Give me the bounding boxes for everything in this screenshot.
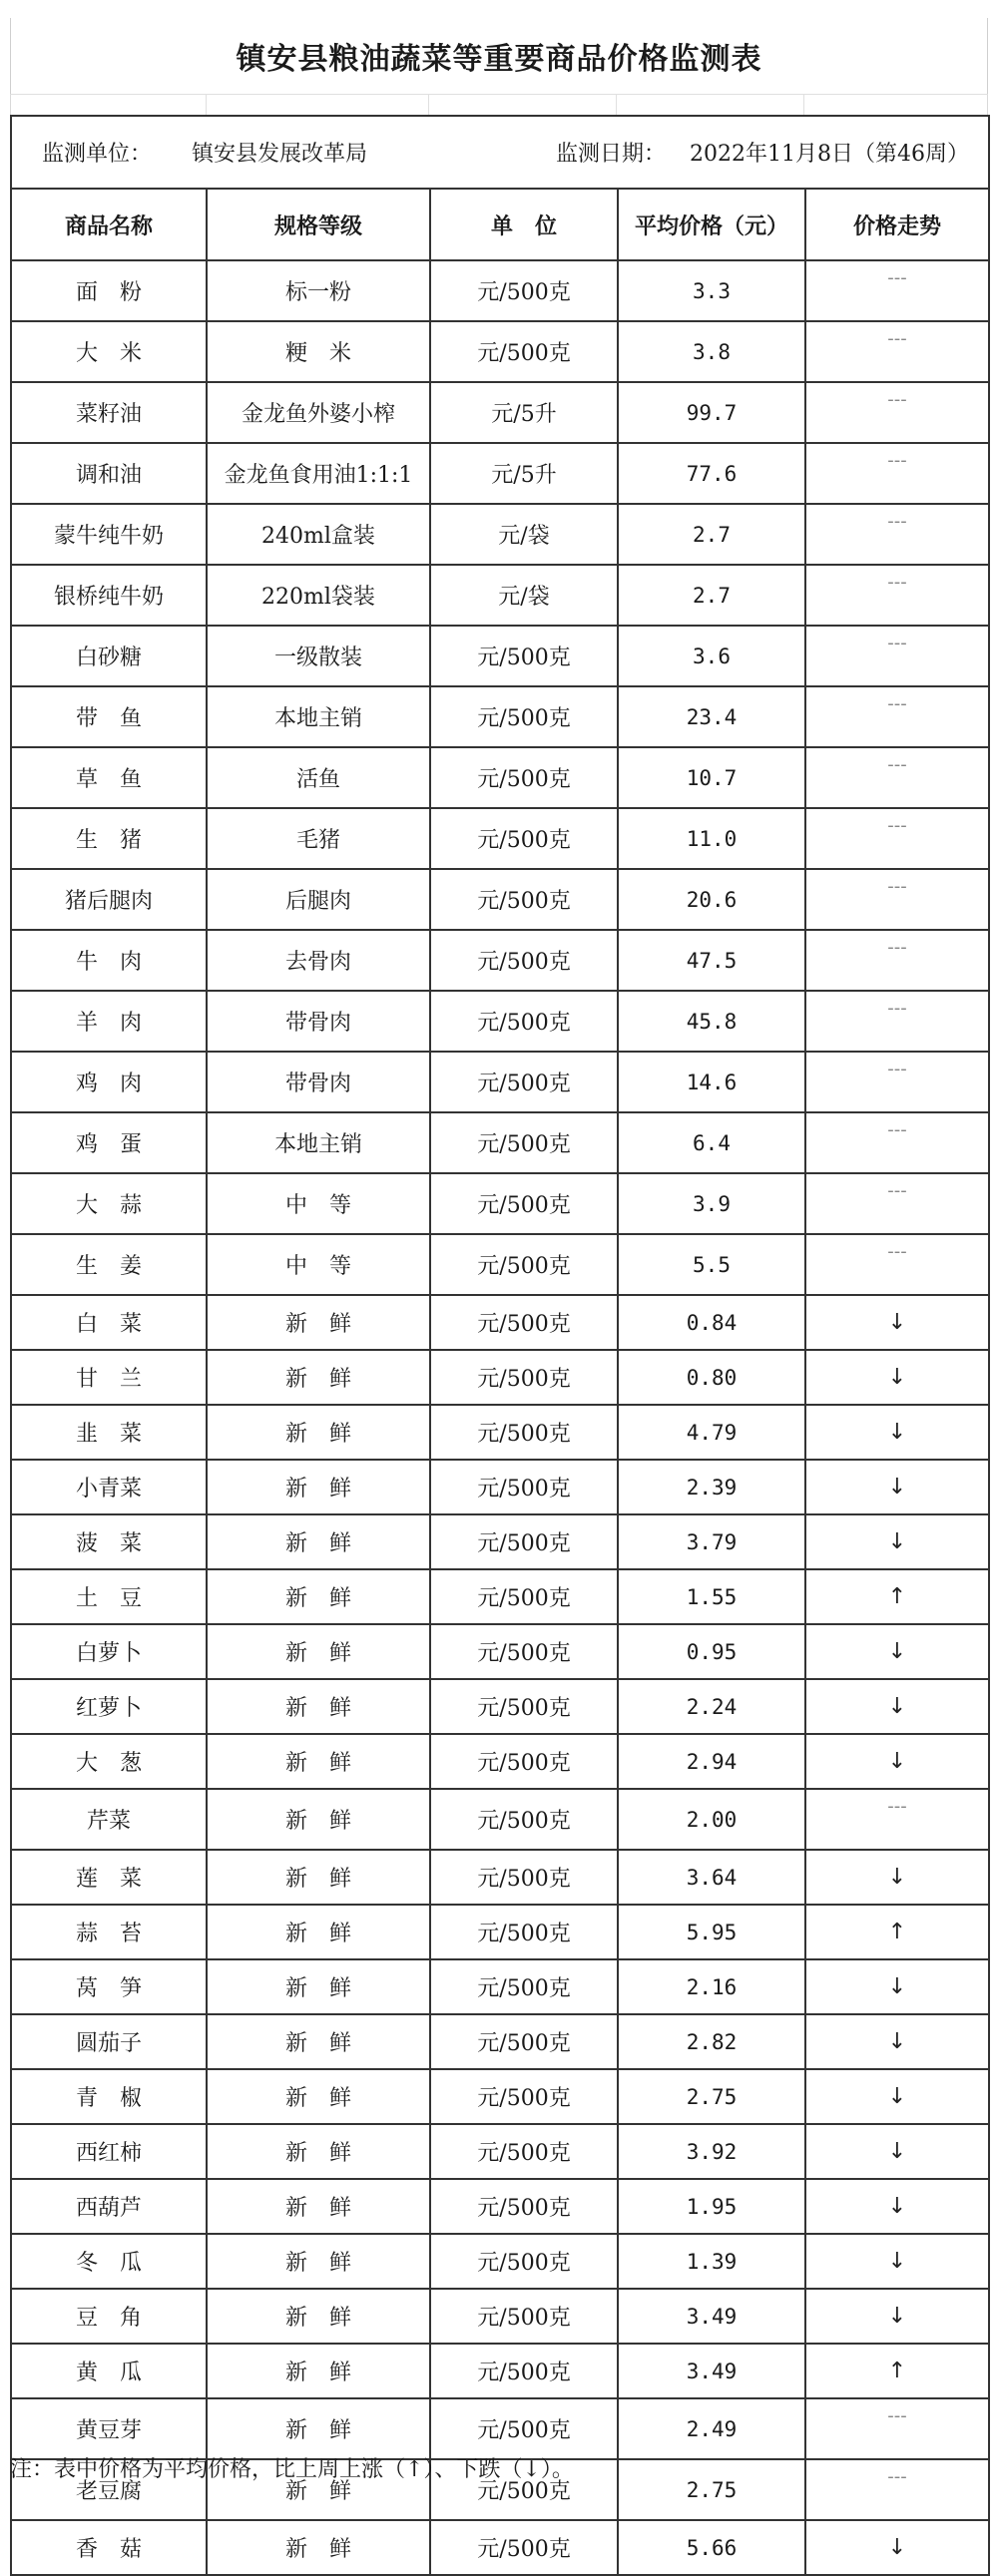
- table-row: [11, 1350, 989, 1405]
- cell-name: 蒙牛纯牛奶: [11, 504, 207, 565]
- table-row: [11, 1624, 989, 1679]
- cell-spec: 新 鲜: [207, 2014, 430, 2069]
- cell-trend: ↓: [805, 2014, 989, 2069]
- price-table: [10, 115, 990, 2576]
- cell-trend: ---: [805, 2459, 989, 2520]
- cell-price: 5.95: [618, 1905, 805, 1959]
- cell-trend: ↑: [805, 2344, 989, 2398]
- cell-name: 黄豆芽: [11, 2398, 207, 2459]
- table-row: [11, 930, 989, 991]
- cell-price: 3.3: [618, 260, 805, 321]
- cell-spec: 新 鲜: [207, 2289, 430, 2344]
- cell-name: 带 鱼: [11, 686, 207, 747]
- cell-spec: 新 鲜: [207, 2398, 430, 2459]
- cell-trend: ---: [805, 626, 989, 686]
- cell-trend: ↓: [805, 2234, 989, 2289]
- cell-trend: ---: [805, 1173, 989, 1234]
- table-row: [11, 1905, 989, 1959]
- table-row: [11, 260, 989, 321]
- cell-name: 韭 菜: [11, 1405, 207, 1460]
- cell-trend: ↓: [805, 1734, 989, 1789]
- cell-name: 黄 瓜: [11, 2344, 207, 2398]
- cell-trend: ---: [805, 1112, 989, 1173]
- cell-spec: 新 鲜: [207, 2179, 430, 2234]
- cell-unit: 元/500克: [430, 626, 618, 686]
- table-row: [11, 747, 989, 808]
- cell-unit: 元/500克: [430, 1405, 618, 1460]
- cell-name: 银桥纯牛奶: [11, 565, 207, 626]
- cell-unit: 元/500克: [430, 2289, 618, 2344]
- cell-price: 1.39: [618, 2234, 805, 2289]
- cell-spec: 新 鲜: [207, 1959, 430, 2014]
- cell-unit: 元/500克: [430, 2344, 618, 2398]
- unit-value: 镇安县发展改革局: [192, 142, 368, 167]
- cell-spec: 新 鲜: [207, 2069, 430, 2124]
- cell-price: 2.00: [618, 1789, 805, 1850]
- cell-price: 3.6: [618, 626, 805, 686]
- table-row: [11, 1789, 989, 1850]
- cell-name: 甘 兰: [11, 1350, 207, 1405]
- cell-unit: 元/500克: [430, 2234, 618, 2289]
- cell-spec: 毛猪: [207, 808, 430, 869]
- table-row: [11, 443, 989, 504]
- cell-unit: 元/500克: [430, 2069, 618, 2124]
- cell-trend: ↓: [805, 2124, 989, 2179]
- cell-price: 2.94: [618, 1734, 805, 1789]
- table-row: [11, 1052, 989, 1112]
- cell-spec: 金龙鱼食用油1:1:1: [207, 443, 430, 504]
- cell-name: 豆 角: [11, 2289, 207, 2344]
- cell-trend: ↓: [805, 1405, 989, 1460]
- cell-trend: ↓: [805, 1959, 989, 2014]
- page-title: 镇安县粮油蔬菜等重要商品价格监测表: [236, 42, 762, 77]
- cell-name: 冬 瓜: [11, 2234, 207, 2289]
- cell-trend: ---: [805, 1234, 989, 1295]
- footnote: 注：表中价格为平均价格，比上周上涨（↑）、下跌（↓）。: [10, 2457, 574, 2482]
- table-row: [11, 2398, 989, 2459]
- cell-unit: 元/500克: [430, 1850, 618, 1905]
- cell-price: 5.66: [618, 2520, 805, 2575]
- cell-name: 牛 肉: [11, 930, 207, 991]
- cell-price: 2.7: [618, 565, 805, 626]
- cell-name: 红萝卜: [11, 1679, 207, 1734]
- header-unit: 单 位: [430, 189, 618, 260]
- cell-trend: ---: [805, 260, 989, 321]
- cell-price: 6.4: [618, 1112, 805, 1173]
- header-trend: 价格走势: [805, 189, 989, 260]
- cell-spec: 一级散装: [207, 626, 430, 686]
- cell-unit: 元/500克: [430, 2520, 618, 2575]
- cell-unit: 元/500克: [430, 2124, 618, 2179]
- cell-name: 白萝卜: [11, 1624, 207, 1679]
- cell-trend: ↓: [805, 1514, 989, 1569]
- cell-trend: ---: [805, 1789, 989, 1850]
- cell-spec: 新 鲜: [207, 1789, 430, 1850]
- table-row: [11, 2124, 989, 2179]
- cell-unit: 元/500克: [430, 808, 618, 869]
- cell-trend: ---: [805, 321, 989, 382]
- cell-trend: ---: [805, 565, 989, 626]
- cell-unit: 元/500克: [430, 1624, 618, 1679]
- cell-unit: 元/500克: [430, 869, 618, 930]
- table-row: [11, 1959, 989, 2014]
- cell-price: 14.6: [618, 1052, 805, 1112]
- cell-price: 77.6: [618, 443, 805, 504]
- cell-name: 大 米: [11, 321, 207, 382]
- table-row: [11, 2289, 989, 2344]
- cell-name: 生 姜: [11, 1234, 207, 1295]
- cell-spec: 带骨肉: [207, 991, 430, 1052]
- cell-unit: 元/500克: [430, 1173, 618, 1234]
- cell-price: 3.79: [618, 1514, 805, 1569]
- cell-unit: 元/5升: [430, 382, 618, 443]
- cell-price: 2.82: [618, 2014, 805, 2069]
- cell-unit: 元/500克: [430, 260, 618, 321]
- date-label: 监测日期：: [556, 142, 667, 167]
- cell-name: 草 鱼: [11, 747, 207, 808]
- table-row: [11, 1679, 989, 1734]
- cell-unit: 元/500克: [430, 2459, 618, 2520]
- cell-price: 47.5: [618, 930, 805, 991]
- cell-unit: 元/500克: [430, 930, 618, 991]
- date-value: 2022年11月8日（第46周）: [690, 142, 969, 167]
- cell-unit: 元/袋: [430, 504, 618, 565]
- cell-unit: 元/500克: [430, 747, 618, 808]
- cell-spec: 新 鲜: [207, 2344, 430, 2398]
- cell-price: 1.95: [618, 2179, 805, 2234]
- table-row: [11, 686, 989, 747]
- table-row: [11, 1850, 989, 1905]
- cell-name: 白 菜: [11, 1295, 207, 1350]
- table-row: [11, 1295, 989, 1350]
- cell-trend: ---: [805, 930, 989, 991]
- cell-price: 3.9: [618, 1173, 805, 1234]
- cell-spec: 新 鲜: [207, 1405, 430, 1460]
- cell-unit: 元/500克: [430, 1295, 618, 1350]
- cell-price: 23.4: [618, 686, 805, 747]
- cell-trend: ---: [805, 991, 989, 1052]
- cell-trend: ---: [805, 808, 989, 869]
- cell-unit: 元/500克: [430, 2398, 618, 2459]
- cell-name: 莲 菜: [11, 1850, 207, 1905]
- cell-name: 羊 肉: [11, 991, 207, 1052]
- cell-spec: 标一粉: [207, 260, 430, 321]
- cell-spec: 本地主销: [207, 1112, 430, 1173]
- cell-unit: 元/500克: [430, 991, 618, 1052]
- cell-spec: 新 鲜: [207, 2234, 430, 2289]
- cell-spec: 新 鲜: [207, 1905, 430, 1959]
- table-row: [11, 1234, 989, 1295]
- cell-unit: 元/500克: [430, 1112, 618, 1173]
- cell-trend: ---: [805, 443, 989, 504]
- cell-spec: 新 鲜: [207, 1850, 430, 1905]
- cell-spec: 新 鲜: [207, 1460, 430, 1514]
- cell-price: 2.75: [618, 2069, 805, 2124]
- cell-price: 2.75: [618, 2459, 805, 2520]
- table-row: [11, 1569, 989, 1624]
- table-row: [11, 1405, 989, 1460]
- cell-spec: 新 鲜: [207, 2520, 430, 2575]
- cell-trend: ↓: [805, 2289, 989, 2344]
- cell-unit: 元/500克: [430, 686, 618, 747]
- cell-trend: ---: [805, 686, 989, 747]
- spreadsheet-grid-strip: [10, 94, 988, 115]
- cell-trend: ↑: [805, 1569, 989, 1624]
- table-row: [11, 1112, 989, 1173]
- cell-name: 白砂糖: [11, 626, 207, 686]
- table-row: [11, 2234, 989, 2289]
- cell-unit: 元/500克: [430, 1460, 618, 1514]
- cell-price: 10.7: [618, 747, 805, 808]
- cell-name: 生 猪: [11, 808, 207, 869]
- cell-trend: ↓: [805, 1679, 989, 1734]
- cell-name: 西葫芦: [11, 2179, 207, 2234]
- cell-trend: ---: [805, 2398, 989, 2459]
- table-row: [11, 1173, 989, 1234]
- cell-name: 大 葱: [11, 1734, 207, 1789]
- cell-name: 鸡 蛋: [11, 1112, 207, 1173]
- cell-unit: 元/袋: [430, 565, 618, 626]
- cell-trend: ↓: [805, 1460, 989, 1514]
- cell-name: 大 蒜: [11, 1173, 207, 1234]
- cell-unit: 元/500克: [430, 1905, 618, 1959]
- cell-spec: 金龙鱼外婆小榨: [207, 382, 430, 443]
- table-row: [11, 2344, 989, 2398]
- cell-unit: 元/5升: [430, 443, 618, 504]
- cell-trend: ↓: [805, 1624, 989, 1679]
- cell-spec: 新 鲜: [207, 1295, 430, 1350]
- cell-name: 土 豆: [11, 1569, 207, 1624]
- cell-price: 0.95: [618, 1624, 805, 1679]
- cell-spec: 新 鲜: [207, 2124, 430, 2179]
- cell-name: 香 菇: [11, 2520, 207, 2575]
- cell-name: 老豆腐: [11, 2459, 207, 2520]
- table-row: [11, 2179, 989, 2234]
- cell-spec: 活鱼: [207, 747, 430, 808]
- cell-name: 面 粉: [11, 260, 207, 321]
- price-sheet: [10, 18, 988, 2576]
- cell-unit: 元/500克: [430, 2014, 618, 2069]
- cell-price: 3.49: [618, 2289, 805, 2344]
- cell-unit: 元/500克: [430, 2179, 618, 2234]
- cell-trend: ---: [805, 382, 989, 443]
- cell-trend: ---: [805, 1052, 989, 1112]
- cell-price: 3.64: [618, 1850, 805, 1905]
- cell-name: 芹菜: [11, 1789, 207, 1850]
- meta-row: [11, 116, 989, 189]
- cell-unit: 元/500克: [430, 1734, 618, 1789]
- cell-name: 青 椒: [11, 2069, 207, 2124]
- cell-name: 菠 菜: [11, 1514, 207, 1569]
- header-spec: 规格等级: [207, 189, 430, 260]
- cell-name: 调和油: [11, 443, 207, 504]
- cell-price: 11.0: [618, 808, 805, 869]
- cell-spec: 粳 米: [207, 321, 430, 382]
- cell-trend: ↓: [805, 1850, 989, 1905]
- cell-name: 菜籽油: [11, 382, 207, 443]
- cell-price: 0.84: [618, 1295, 805, 1350]
- cell-trend: ↓: [805, 1295, 989, 1350]
- cell-unit: 元/500克: [430, 1514, 618, 1569]
- cell-name: 圆茄子: [11, 2014, 207, 2069]
- cell-price: 20.6: [618, 869, 805, 930]
- cell-trend: ---: [805, 869, 989, 930]
- table-row: [11, 1514, 989, 1569]
- cell-price: 3.92: [618, 2124, 805, 2179]
- title-row: [10, 18, 988, 94]
- table-row: [11, 565, 989, 626]
- cell-spec: 后腿肉: [207, 869, 430, 930]
- table-row: [11, 808, 989, 869]
- cell-price: 2.39: [618, 1460, 805, 1514]
- cell-trend: ↑: [805, 1905, 989, 1959]
- cell-trend: ↓: [805, 2069, 989, 2124]
- cell-price: 3.49: [618, 2344, 805, 2398]
- header-row: [11, 189, 989, 260]
- cell-price: 1.55: [618, 1569, 805, 1624]
- header-name: 商品名称: [11, 189, 207, 260]
- table-row: [11, 991, 989, 1052]
- cell-name: 鸡 肉: [11, 1052, 207, 1112]
- cell-price: 4.79: [618, 1405, 805, 1460]
- table-row: [11, 1734, 989, 1789]
- cell-unit: 元/500克: [430, 1052, 618, 1112]
- table-row: [11, 626, 989, 686]
- cell-spec: 240ml盒装: [207, 504, 430, 565]
- cell-unit: 元/500克: [430, 1569, 618, 1624]
- header-price: 平均价格（元）: [618, 189, 805, 260]
- unit-label: 监测单位：: [42, 142, 153, 167]
- cell-spec: 本地主销: [207, 686, 430, 747]
- cell-spec: 新 鲜: [207, 1350, 430, 1405]
- cell-name: 猪后腿肉: [11, 869, 207, 930]
- cell-spec: 中 等: [207, 1234, 430, 1295]
- table-body: [11, 260, 989, 2575]
- cell-trend: ↓: [805, 1350, 989, 1405]
- cell-price: 2.16: [618, 1959, 805, 2014]
- cell-spec: 中 等: [207, 1173, 430, 1234]
- table-row: [11, 2520, 989, 2575]
- cell-spec: 新 鲜: [207, 2459, 430, 2520]
- cell-spec: 新 鲜: [207, 1514, 430, 1569]
- cell-unit: 元/500克: [430, 1350, 618, 1405]
- cell-trend: ↓: [805, 2520, 989, 2575]
- cell-price: 2.49: [618, 2398, 805, 2459]
- cell-price: 3.8: [618, 321, 805, 382]
- cell-price: 99.7: [618, 382, 805, 443]
- cell-unit: 元/500克: [430, 321, 618, 382]
- cell-name: 蒜 苔: [11, 1905, 207, 1959]
- cell-price: 5.5: [618, 1234, 805, 1295]
- table-row: [11, 2069, 989, 2124]
- cell-trend: ↓: [805, 2179, 989, 2234]
- table-row: [11, 382, 989, 443]
- cell-price: 2.7: [618, 504, 805, 565]
- cell-spec: 新 鲜: [207, 1624, 430, 1679]
- cell-price: 2.24: [618, 1679, 805, 1734]
- table-row: [11, 504, 989, 565]
- cell-name: 小青菜: [11, 1460, 207, 1514]
- table-row: [11, 869, 989, 930]
- table-row: [11, 1460, 989, 1514]
- cell-trend: ---: [805, 504, 989, 565]
- table-row: [11, 321, 989, 382]
- cell-unit: 元/500克: [430, 1959, 618, 2014]
- cell-spec: 新 鲜: [207, 1734, 430, 1789]
- cell-name: 西红柿: [11, 2124, 207, 2179]
- cell-spec: 新 鲜: [207, 1569, 430, 1624]
- cell-unit: 元/500克: [430, 1789, 618, 1850]
- cell-name: 莴 笋: [11, 1959, 207, 2014]
- cell-price: 45.8: [618, 991, 805, 1052]
- cell-price: 0.80: [618, 1350, 805, 1405]
- cell-spec: 带骨肉: [207, 1052, 430, 1112]
- cell-spec: 去骨肉: [207, 930, 430, 991]
- cell-unit: 元/500克: [430, 1234, 618, 1295]
- cell-trend: ---: [805, 747, 989, 808]
- table-row: [11, 2014, 989, 2069]
- cell-unit: 元/500克: [430, 1679, 618, 1734]
- cell-spec: 220ml袋装: [207, 565, 430, 626]
- cell-spec: 新 鲜: [207, 1679, 430, 1734]
